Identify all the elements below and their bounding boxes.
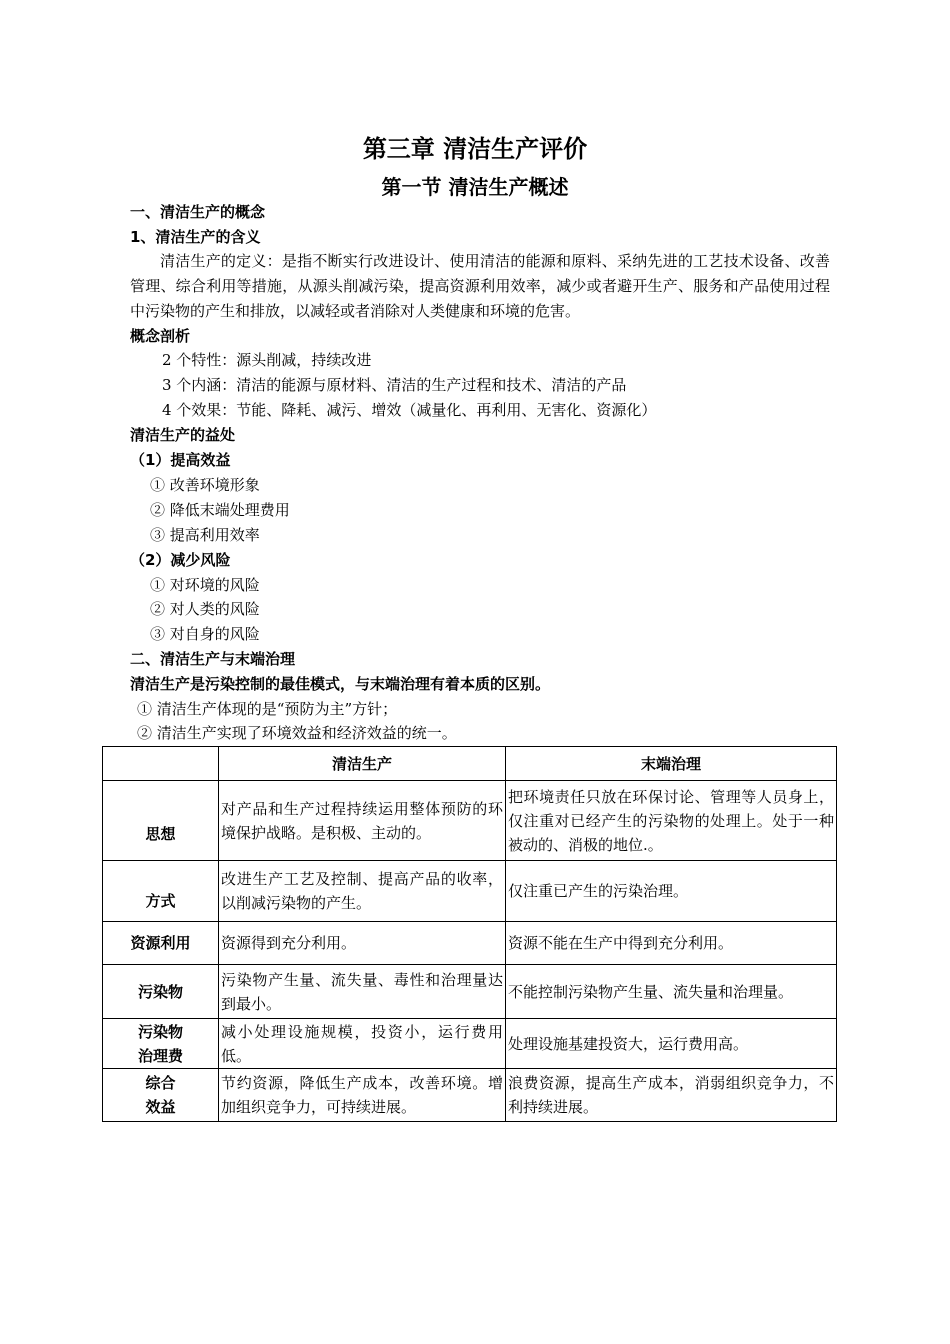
cell-clean: 改进生产工艺及控制、提高产品的收率，以削减污染物的产生。 — [219, 861, 506, 922]
benefit-item: ① 改善环境形象 — [150, 476, 260, 494]
table-row — [103, 781, 837, 861]
heading-concept: 一、清洁生产的概念 — [130, 203, 266, 221]
cell-clean: 节约资源，降低生产成本，改善环境。增加组织竞争力，可持续进展。 — [219, 1069, 506, 1122]
row-label: 资源利用 — [103, 922, 219, 965]
cell-end: 处理设施基建投资大，运行费用高。 — [506, 1019, 837, 1069]
definition-paragraph: 清洁生产的定义：是指不断实行改进设计、使用清洁的能源和原料、采纳先进的工艺技术设备、改善管理、综合利用等措施，从源头削减污染，提高资源利用效率，减少或者避开生产、服务和产品使用过程中污染物的产生和排放，以减轻或者消除对人类健康和环境的危害。 — [130, 252, 830, 320]
comparison-table — [102, 746, 837, 1122]
analysis-item: 3 个内涵：清洁的能源与原材料、清洁的生产过程和技术、清洁的产品 — [162, 376, 627, 394]
heading-benefits: 清洁生产的益处 — [130, 426, 236, 444]
table-row — [103, 1019, 837, 1069]
benefit-item: ② 降低末端处理费用 — [150, 501, 290, 519]
compare-statement: 清洁生产是污染控制的最佳模式，与末端治理有着本质的区别。 — [130, 675, 551, 693]
chapter-title: 第三章 清洁生产评价 — [362, 135, 588, 163]
cell-clean: 污染物产生量、流失量、毒性和治理量达到最小。 — [219, 965, 506, 1019]
cell-end: 不能控制污染物产生量、流失量和治理量。 — [506, 965, 837, 1019]
benefit-group-heading: （1）提高效益 — [130, 451, 231, 469]
table-header-clean: 清洁生产 — [219, 747, 506, 781]
cell-clean: 减小处理设施规模，投资小，运行费用低。 — [219, 1019, 506, 1069]
row-label: 污染物 — [103, 965, 219, 1019]
table-header-end: 末端治理 — [506, 747, 837, 781]
analysis-item: 4 个效果：节能、降耗、减污、增效（减量化、再利用、无害化、资源化） — [162, 401, 657, 419]
benefit-item: ① 对环境的风险 — [150, 576, 260, 594]
table-row — [103, 1069, 837, 1122]
benefit-item: ③ 提高利用效率 — [150, 526, 260, 544]
cell-end: 资源不能在生产中得到充分利用。 — [506, 922, 837, 965]
benefit-item: ② 对人类的风险 — [150, 600, 260, 618]
analysis-item: 2 个特性：源头削减，持续改进 — [162, 351, 372, 369]
table-header-empty — [103, 747, 219, 781]
row-label: 思想 — [103, 781, 219, 861]
section-title: 第一节 清洁生产概述 — [381, 175, 569, 199]
compare-point: ② 清洁生产实现了环境效益和经济效益的统一。 — [137, 724, 457, 742]
row-label: 综合 效益 — [103, 1069, 219, 1122]
heading-analysis: 概念剖析 — [130, 327, 191, 345]
compare-point: ① 清洁生产体现的是“预防为主”方针； — [137, 700, 398, 718]
cell-end: 仅注重已产生的污染治理。 — [506, 861, 837, 922]
table-row — [103, 922, 837, 965]
cell-end: 浪费资源，提高生产成本，消弱组织竞争力，不利持续进展。 — [506, 1069, 837, 1122]
cell-clean: 资源得到充分利用。 — [219, 922, 506, 965]
table-header-row — [103, 747, 837, 781]
row-label: 方式 — [103, 861, 219, 922]
row-label: 污染物 治理费 — [103, 1019, 219, 1069]
table-row — [103, 861, 837, 922]
benefit-item: ③ 对自身的风险 — [150, 625, 260, 643]
table-row — [103, 965, 837, 1019]
heading-compare: 二、清洁生产与末端治理 — [130, 650, 296, 668]
heading-meaning: 1、清洁生产的含义 — [130, 228, 261, 246]
cell-clean: 对产品和生产过程持续运用整体预防的环境保护战略。是积极、主动的。 — [219, 781, 506, 861]
benefit-group-heading: （2）减少风险 — [130, 551, 231, 569]
cell-end: 把环境责任只放在环保讨论、管理等人员身上，仅注重对已经产生的污染物的处理上。处于一种被动的、消极的地位.。 — [506, 781, 837, 861]
